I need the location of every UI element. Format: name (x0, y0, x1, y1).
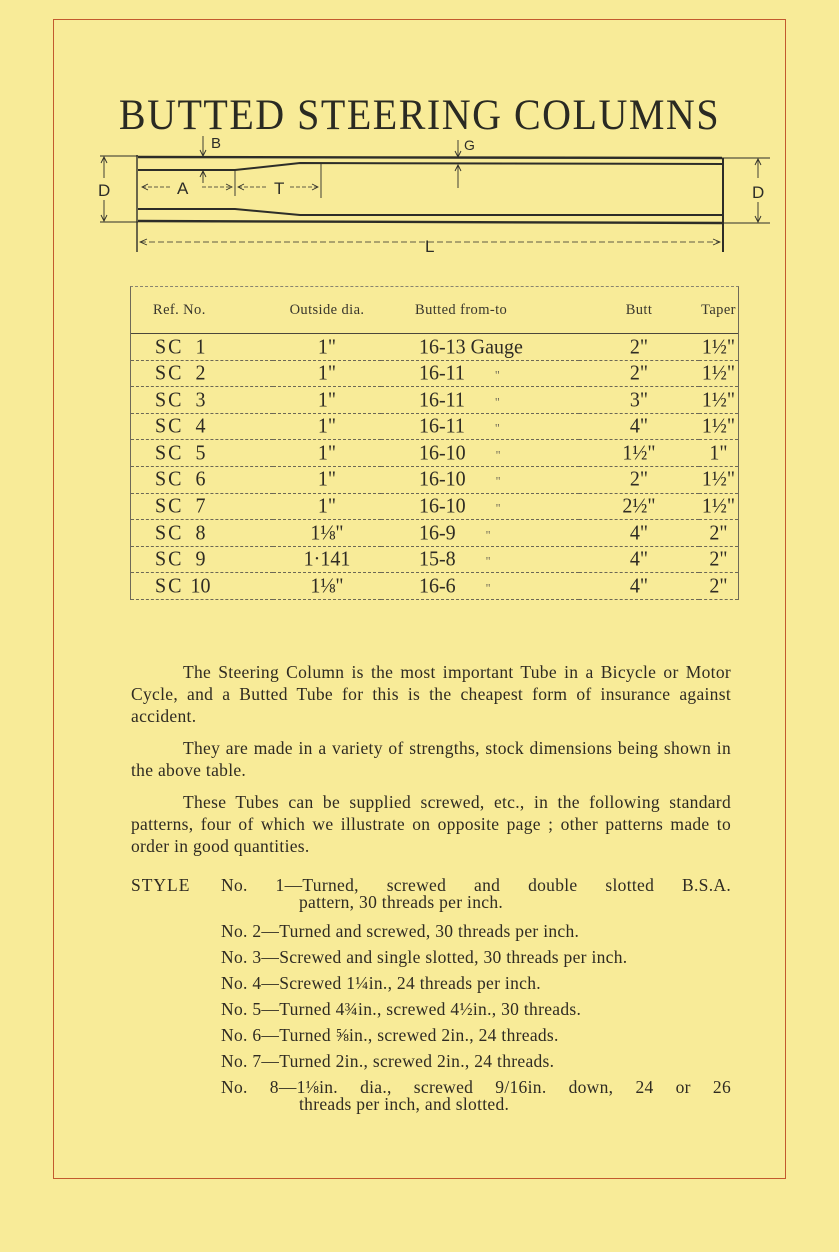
cell-outside-dia: 1" (273, 359, 381, 387)
cell-outside-dia: 1⅛" (273, 519, 381, 547)
cell-butt: 2" (579, 333, 699, 361)
label-l: L (425, 237, 435, 256)
ditto-mark: " (485, 553, 491, 569)
gauge-value: 16-11 (419, 414, 465, 438)
cell-butt: 2" (579, 359, 699, 387)
table-header-row (131, 287, 738, 334)
style-text: —Screwed and single slotted, 30 threads per inch. (261, 947, 628, 967)
style-number: No. 4 (221, 973, 262, 993)
ref-prefix: SC (155, 334, 184, 358)
style-item-continuation (131, 1094, 731, 1120)
style-item (131, 1048, 731, 1074)
style-lead-spacer (131, 1100, 221, 1120)
style-number: No. 6 (221, 1025, 262, 1045)
label-b: B (211, 135, 222, 152)
style-lead-label (131, 918, 221, 944)
header-butt: Butt (579, 287, 699, 334)
cell-ref-no (131, 492, 273, 520)
paragraph-strengths (131, 737, 731, 781)
cell-outside-dia: 1·141 (273, 546, 381, 574)
style-lead-label: STYLE (131, 875, 191, 895)
gauge-value: 16-9 (419, 520, 456, 544)
table-row (131, 466, 738, 493)
ref-number: 4 (195, 414, 206, 438)
cell-butted-from-to (381, 572, 579, 600)
cell-ref-no (131, 386, 273, 414)
ref-number: 1 (195, 334, 206, 358)
paragraph-text: The Steering Column is the most important Tube in a Bicycle or Motor Cycle, and a Butted Tube for this is the cheapest form of insurance against accident. (131, 662, 731, 726)
cell-butted-from-to (381, 546, 579, 574)
cell-outside-dia: 1⅛" (273, 572, 381, 600)
label-a: A (177, 179, 189, 198)
style-item (131, 944, 731, 970)
style-description (221, 996, 731, 1022)
style-number: No. 3 (221, 947, 262, 967)
table-row (131, 546, 738, 573)
header-taper: Taper (699, 287, 738, 334)
cell-taper: 1" (699, 439, 738, 467)
style-item (131, 1022, 731, 1048)
style-continuation-text: pattern, 30 threads per inch. (299, 892, 504, 912)
cell-ref-no (131, 546, 273, 574)
gauge-value: 16-11 (419, 387, 465, 412)
ref-prefix: SC (155, 520, 184, 544)
cell-taper: 2" (699, 546, 738, 574)
style-item (131, 970, 731, 996)
cell-outside-dia: 1" (273, 466, 381, 494)
style-description (221, 1022, 731, 1048)
ditto-mark: " (494, 420, 500, 436)
style-text: —Turned and screwed, 30 threads per inch. (261, 921, 580, 941)
cell-ref-no (131, 413, 273, 441)
style-description (221, 918, 731, 944)
label-d-left: D (98, 181, 111, 200)
style-text: —1⅛in. dia., screwed 9/16in. down, 24 or 26 (278, 1077, 731, 1097)
style-lead-label (131, 944, 221, 970)
table-row (131, 493, 738, 520)
style-continuation-text: threads per inch, and slotted. (299, 1094, 510, 1114)
cell-ref-no (131, 439, 273, 467)
cell-butted-from-to (381, 333, 579, 361)
label-d-right: D (752, 183, 765, 202)
style-item (131, 996, 731, 1022)
cell-taper: 1½" (699, 333, 738, 361)
paragraph-intro (131, 661, 731, 727)
cell-taper: 1½" (699, 492, 738, 520)
gauge-value: 16-6 (419, 574, 456, 598)
cell-butted-from-to (381, 413, 579, 441)
style-lead-label (131, 996, 221, 1022)
gauge-value: 16-10 (419, 494, 466, 518)
gauge-value: 16-10 (419, 467, 466, 491)
table-row (131, 334, 738, 361)
paragraph-text: These Tubes can be supplied screwed, etc., in the following standard patterns, four of which we illustrate on opposite page ; other patterns made to order in good quantities. (131, 792, 731, 856)
header-outside-dia: Outside dia. (273, 287, 381, 334)
ref-number: 3 (195, 387, 206, 412)
cell-ref-no (131, 359, 273, 387)
cell-taper: 1½" (699, 413, 738, 441)
ref-number: 7 (195, 494, 206, 518)
cell-ref-no (131, 466, 273, 494)
cell-outside-dia: 1" (273, 439, 381, 467)
gauge-value: 16-11 (419, 361, 465, 385)
ref-prefix: SC (155, 414, 184, 438)
table-row (131, 360, 738, 387)
cell-taper: 2" (699, 572, 738, 600)
cell-ref-no (131, 572, 273, 600)
style-description (221, 1048, 731, 1074)
tube-diagram (90, 128, 780, 268)
style-item-continuation (131, 892, 731, 918)
table-row (131, 520, 738, 547)
style-text: —Turned 4¾in., screwed 4½in., 30 threads. (261, 999, 582, 1019)
ref-number: 5 (195, 441, 206, 465)
table-row (131, 387, 738, 414)
cell-taper: 1½" (699, 359, 738, 387)
ditto-mark: " (494, 394, 500, 409)
cell-butt: 2" (579, 466, 699, 494)
style-number: No. 7 (221, 1051, 262, 1071)
cell-butt: 4" (579, 413, 699, 441)
page-title: BUTTED STEERING COLUMNS (118, 89, 721, 139)
style-number: No. 1 (221, 875, 285, 895)
cell-taper: 2" (699, 519, 738, 547)
ditto-mark: " (495, 500, 501, 516)
header-butted-from-to: Butted from-to (381, 287, 579, 334)
gauge-value: 15-8 (419, 547, 456, 571)
cell-butted-from-to (381, 492, 579, 520)
style-item (131, 918, 731, 944)
ditto-mark: " (495, 473, 501, 489)
ref-number: 6 (195, 467, 206, 491)
style-text: —Turned ⅝in., screwed 2in., 24 threads. (261, 1025, 559, 1045)
butted-tube-drawing (90, 128, 780, 268)
style-lead-label (131, 1022, 221, 1048)
cell-butted-from-to (381, 359, 579, 387)
style-lead-spacer (131, 898, 221, 918)
style-lead-label (131, 970, 221, 996)
style-description (221, 944, 731, 970)
ditto-mark: " (494, 367, 500, 383)
ditto-mark: " (485, 580, 491, 596)
paragraph-patterns (131, 791, 731, 857)
style-text: —Turned 2in., screwed 2in., 24 threads. (261, 1051, 555, 1071)
table-row (131, 440, 738, 467)
ref-prefix: SC (155, 494, 184, 518)
style-description (221, 970, 731, 996)
table-row (131, 413, 738, 440)
style-lead-label (131, 1048, 221, 1074)
style-text: —Turned, screwed and double slotted B.S.A. (284, 875, 732, 895)
cell-outside-dia: 1" (273, 386, 381, 414)
cell-butt: 1½" (579, 439, 699, 467)
ref-number: 10 (190, 574, 211, 598)
cell-outside-dia: 1" (273, 492, 381, 520)
label-g: G (464, 137, 475, 153)
cell-butted-from-to (381, 386, 579, 414)
cell-outside-dia: 1" (273, 413, 381, 441)
cell-butt: 4" (579, 546, 699, 574)
ref-prefix: SC (155, 361, 184, 385)
cell-outside-dia: 1" (273, 333, 381, 361)
style-number: No. 2 (221, 921, 262, 941)
cell-butted-from-to (381, 439, 579, 467)
ref-prefix: SC (155, 574, 184, 598)
dimensions-table (130, 286, 739, 600)
style-list (131, 872, 731, 1120)
style-lead-label (131, 1074, 221, 1100)
ref-number: 9 (195, 547, 206, 571)
ref-prefix: SC (155, 387, 184, 412)
style-number: No. 5 (221, 999, 262, 1019)
ref-prefix: SC (155, 441, 184, 465)
gauge-value: 16-13 Gauge (419, 334, 523, 358)
style-number: No. 8 (221, 1077, 279, 1097)
ref-number: 8 (195, 520, 206, 544)
cell-butt: 3" (579, 386, 699, 414)
cell-butt: 4" (579, 572, 699, 600)
cell-ref-no (131, 333, 273, 361)
table-row (131, 573, 738, 600)
cell-butt: 4" (579, 519, 699, 547)
cell-butted-from-to (381, 519, 579, 547)
cell-taper: 1½" (699, 466, 738, 494)
label-t: T (274, 179, 285, 198)
cell-butted-from-to (381, 466, 579, 494)
ditto-mark: " (485, 527, 491, 542)
header-ref-no: Ref. No. (131, 287, 273, 334)
cell-taper: 1½" (699, 386, 738, 414)
cell-ref-no (131, 519, 273, 547)
ref-prefix: SC (155, 547, 184, 571)
cell-butt: 2½" (579, 492, 699, 520)
paragraph-text: They are made in a variety of strengths, stock dimensions being shown in the above table. (131, 738, 731, 780)
ditto-mark: " (495, 447, 501, 463)
style-text: —Screwed 1¼in., 24 threads per inch. (261, 973, 541, 993)
ref-prefix: SC (155, 467, 184, 491)
ref-number: 2 (195, 361, 206, 385)
gauge-value: 16-10 (419, 441, 466, 465)
